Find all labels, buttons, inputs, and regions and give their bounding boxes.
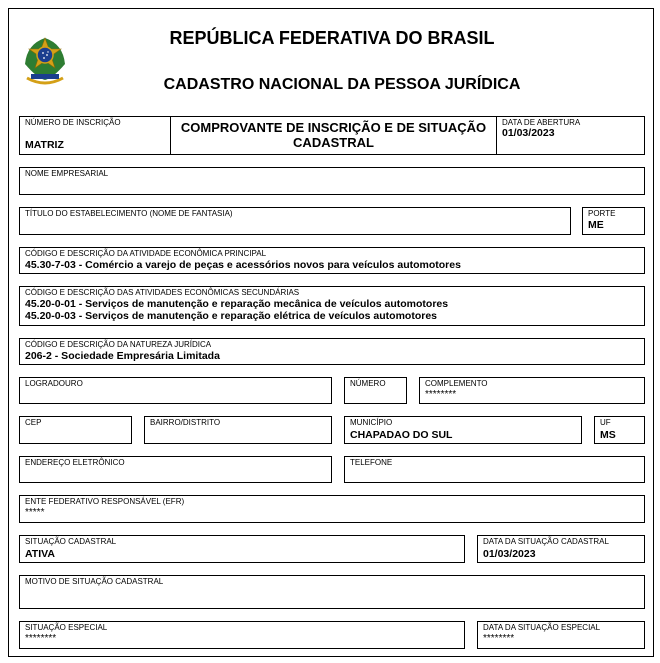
- uf-box: [594, 416, 645, 444]
- nome-empresarial-box: [19, 167, 645, 195]
- numero-label: NÚMERO: [350, 379, 386, 388]
- email-label: ENDEREÇO ELETRÔNICO: [25, 458, 125, 467]
- situacao-label: SITUAÇÃO CADASTRAL: [25, 537, 117, 546]
- municipio-label: MUNICÍPIO: [350, 418, 393, 427]
- situacao-value: ATIVA: [25, 548, 55, 560]
- complemento-value: ********: [425, 389, 457, 400]
- situacao-box: [19, 535, 465, 563]
- data-situacao-especial-value: ********: [483, 633, 515, 644]
- efr-box: [19, 495, 645, 523]
- bairro-label: BAIRRO/DISTRITO: [150, 418, 221, 427]
- natureza-juridica-box: [19, 338, 645, 365]
- atividade-principal-value: 45.30-7-03 - Comércio a varejo de peças e acessórios novos para veículos automotores: [25, 259, 461, 271]
- data-situacao-value: 01/03/2023: [483, 548, 536, 560]
- inscricao-box: [19, 116, 171, 155]
- numero-box: [344, 377, 407, 404]
- atividades-secundarias-label: CÓDIGO E DESCRIÇÃO DAS ATIVIDADES ECONÔMICAS SECUNDÁRIAS: [25, 288, 300, 297]
- abertura-label: DATA DE ABERTURA: [502, 118, 581, 127]
- uf-label: UF: [600, 418, 611, 427]
- nome-empresarial-label: NOME EMPRESARIAL: [25, 169, 109, 178]
- data-situacao-box: [477, 535, 645, 563]
- natureza-juridica-label: CÓDIGO E DESCRIÇÃO DA NATUREZA JURÍDICA: [25, 340, 212, 349]
- atividade-secundaria-item: 45.20-0-03 - Serviços de manutenção e reparação elétrica de veículos automotores: [25, 310, 438, 322]
- complemento-label: COMPLEMENTO: [425, 379, 488, 388]
- uf-value: MS: [600, 429, 616, 441]
- fantasia-box: [19, 207, 571, 235]
- data-situacao-especial-box: [477, 621, 645, 649]
- inscricao-label: NÚMERO DE INSCRIÇÃO: [25, 118, 121, 127]
- atividade-principal-label: CÓDIGO E DESCRIÇÃO DA ATIVIDADE ECONÔMICA PRINCIPAL: [25, 249, 267, 258]
- municipio-box: [344, 416, 582, 444]
- abertura-box: [496, 116, 645, 155]
- inscricao-value: MATRIZ: [25, 139, 64, 151]
- motivo-box: [19, 575, 645, 609]
- comprovante-title-line1: COMPROVANTE DE INSCRIÇÃO E DE SITUAÇÃO: [180, 120, 487, 135]
- atividade-principal-box: [19, 247, 645, 274]
- cep-label: CEP: [25, 418, 42, 427]
- document-frame: [8, 8, 654, 657]
- data-situacao-label: DATA DA SITUAÇÃO CADASTRAL: [483, 537, 609, 546]
- natureza-juridica-value: 206-2 - Sociedade Empresária Limitada: [25, 350, 220, 362]
- situacao-especial-box: [19, 621, 465, 649]
- situacao-especial-value: ********: [25, 633, 57, 644]
- efr-label: ENTE FEDERATIVO RESPONSÁVEL (EFR): [25, 497, 185, 506]
- atividades-secundarias-box: [19, 286, 645, 326]
- porte-value: ME: [588, 219, 604, 231]
- comprovante-title-line2: CADASTRAL: [293, 135, 374, 150]
- page-subtitle: CADASTRO NACIONAL DA PESSOA JURÍDICA: [163, 76, 521, 93]
- telefone-label: TELEFONE: [350, 458, 393, 467]
- efr-value: *****: [25, 507, 45, 518]
- data-situacao-especial-label: DATA DA SITUAÇÃO ESPECIAL: [483, 623, 601, 632]
- atividade-secundaria-item: 45.20-0-01 - Serviços de manutenção e reparação mecânica de veículos automotores: [25, 298, 449, 310]
- cep-box: [19, 416, 132, 444]
- porte-box: [582, 207, 645, 235]
- email-box: [19, 456, 332, 483]
- complemento-box: [419, 377, 645, 404]
- fantasia-label: TÍTULO DO ESTABELECIMENTO (NOME DE FANTASIA): [25, 209, 233, 218]
- bairro-box: [144, 416, 332, 444]
- municipio-value: CHAPADAO DO SUL: [350, 429, 453, 441]
- situacao-especial-label: SITUAÇÃO ESPECIAL: [25, 623, 108, 632]
- motivo-label: MOTIVO DE SITUAÇÃO CADASTRAL: [25, 577, 164, 586]
- page-title: REPÚBLICA FEDERATIVA DO BRASIL: [169, 28, 495, 48]
- comprovante-box: [170, 116, 497, 155]
- logradouro-label: LOGRADOURO: [25, 379, 83, 388]
- logradouro-box: [19, 377, 332, 404]
- telefone-box: [344, 456, 645, 483]
- porte-label: PORTE: [588, 209, 616, 218]
- abertura-value: 01/03/2023: [502, 127, 555, 139]
